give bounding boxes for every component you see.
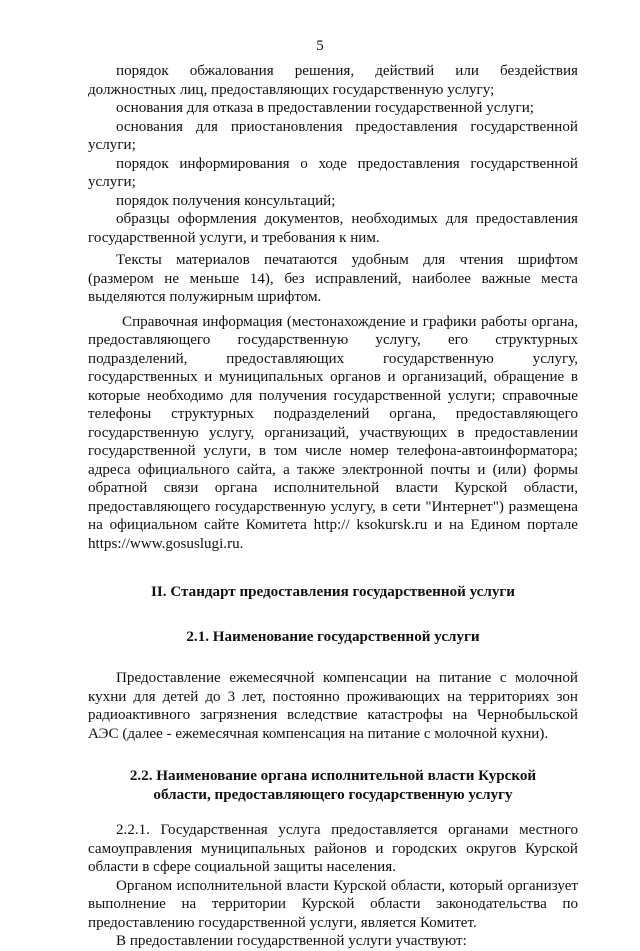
paragraph-2-2-1: 2.2.1. Государственная услуга предоставляется органами местного самоуправления муниципальных районов и городских округов Курской области в сфере социальной защиты населения. [88,822,578,875]
reference-info-paragraph: Справочная информация (местонахождение и графики работы органа, предоставляющего государственную услугу, его структурных подразделений, предоставляющих государственную услугу, государственных и муниципальных органов и организаций, обращение в которые необходимо для получения государственной услуги; справочные телефоны структурных подразделений органа, предоставляющего государственную услугу, организаций, участвующих в предоставлении государственной услуги, в том числе номер телефона-автоинформатора; адреса официального сайта, а также электронной почты и (или) формы обратной связи органа исполнительной власти Курской области, предоставляющего государственную услугу, в сети "Интернет") размещена на официальном сайте Комитета http:// ksokursk.ru и на Едином портале https://www.gosuslugi.ru. [88,313,578,552]
subsection-heading-2-2-line1: 2.2. Наименование органа исполнительной власти Курской [129,768,537,784]
list-item-appeal-procedure: порядок обжалования решения, действий или бездействия должностных лиц, предоставляющих государственную услугу; [88,63,578,98]
list-item-refusal-grounds: основания для отказа в предоставлении государственной услуги; [116,100,534,116]
document-body [88,62,578,951]
list-item-document-samples: образцы оформления документов, необходимых для предоставления государственной услуги, и требования к ним. [88,211,578,246]
texts-font-paragraph: Тексты материалов печатаются удобным для чтения шрифтом (размером не меньше 14), без исправлений, наиболее важные места выделяются полужирным шрифтом. [88,252,578,305]
section-heading-standard: II. Стандарт предоставления государственной услуги [151,584,515,600]
subsection-heading-2-2 [88,767,578,805]
list-item-suspension-grounds: основания для приостановления предоставления государственной услуги; [88,118,578,153]
list-item-progress-info: порядок информирования о ходе предоставления государственной услуги; [88,155,578,190]
subsection-heading-2-2-line2: области, предоставляющего государственную услугу [153,787,513,803]
page-number: 5 [316,38,324,54]
paragraph-organizing-body: Органом исполнительной власти Курской области, который организует выполнение на территории Курской области законодательства по предоставлению государственной услуги, является Комитет. [88,877,578,931]
service-name-paragraph: Предоставление ежемесячной компенсации на питание с молочной кухни для детей до 3 лет, постоянно проживающих на территориях зон радиоактивного загрязнения вследствие катастрофы на Чернобыльской АЭС (далее - ежемесячная компенсация на питание с молочной кухни). [88,670,578,742]
list-item-consultations: порядок получения консультаций; [116,192,336,209]
subsection-heading-2-1: 2.1. Наименование государственной услуги [186,629,480,645]
paragraph-participants: В предоставлении государственной услуги участвуют: [116,933,467,949]
